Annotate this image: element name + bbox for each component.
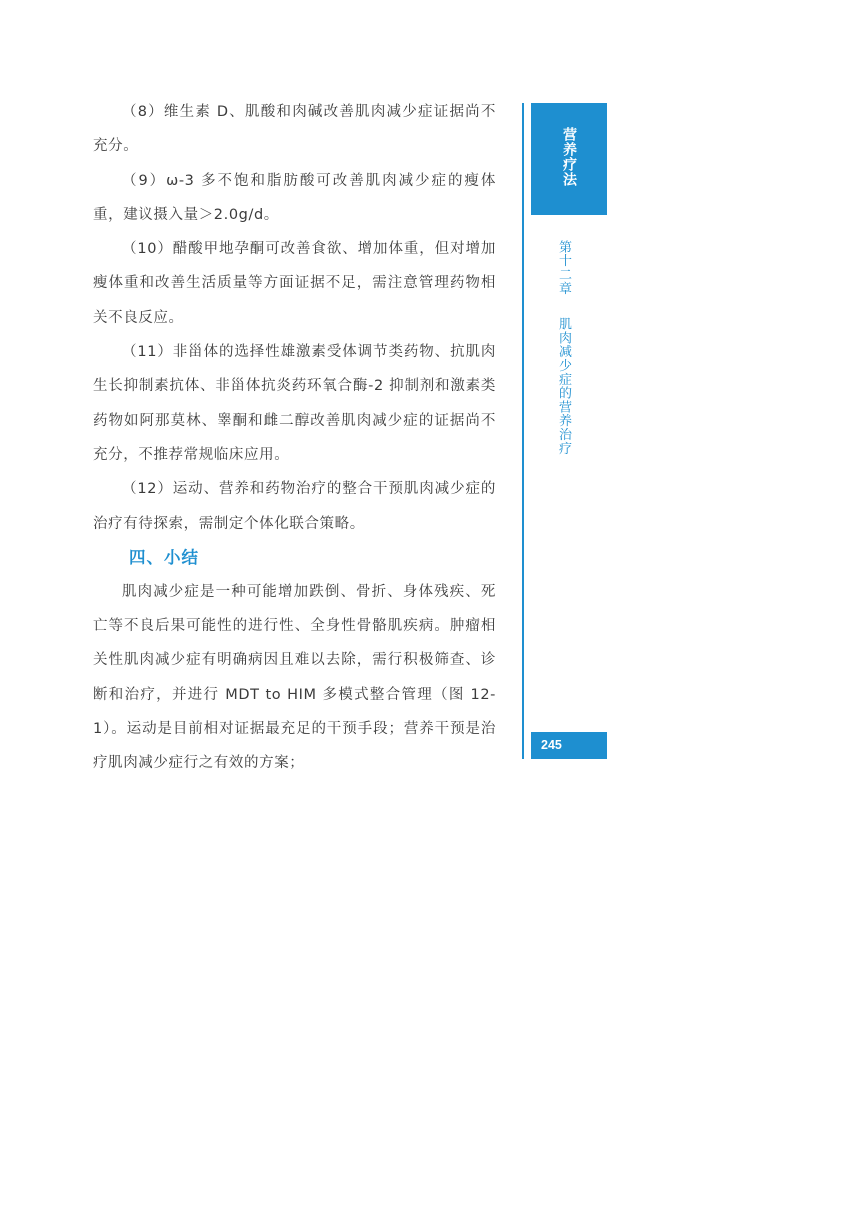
section-heading: 四、小结 [129,547,199,567]
section-tab-label: 营养疗法 [561,127,577,187]
paragraph: （11）非甾体的选择性雄激素受体调节类药物、抗肌肉生长抑制素抗体、非甾体抗炎药环氧合酶-2 抑制剂和激素类药物如阿那莫林、睾酮和雌二醇改善肌肉减少症的证据尚不充分，不推荐常规临床应用。 [93,344,496,463]
chapter-title: 肌肉减少症的营养治疗 [556,317,571,456]
page-number: 245 [531,732,607,759]
paragraph: （9）ω-3 多不饱和脂肪酸可改善肌肉减少症的瘦体重，建议摄入量＞2.0g/d。 [93,172,496,223]
paragraph: （8）维生素 D、肌酸和肉碱改善肌肉减少症证据尚不充分。 [93,104,496,155]
paragraph: 肌肉减少症是一种可能增加跌倒、骨折、身体残疾、死亡等不良后果可能性的进行性、全身性骨骼肌疾病。肿瘤相关性肌肉减少症有明确病因且难以去除，需行积极筛查、诊断和治疗，并进行 MDT to HIM 多模式整合管理（图 12-1）。运动是目前相对证据最充足的干预手段；营养干预是治疗肌肉减少症行之有效的方案； [93,583,496,772]
chapter-number: 第十二章 [556,240,571,296]
paragraph: （10）醋酸甲地孕酮可改善食欲、增加体重，但对增加瘦体重和改善生活质量等方面证据不足，需注意管理药物相关不良反应。 [93,241,496,326]
chapter-label [555,240,571,455]
paragraph: （12）运动、营养和药物治疗的整合干预肌肉减少症的治疗有待探索，需制定个体化联合策略。 [93,481,496,532]
margin-rule [522,103,524,759]
section-tab [531,103,607,215]
body-text [93,95,496,781]
